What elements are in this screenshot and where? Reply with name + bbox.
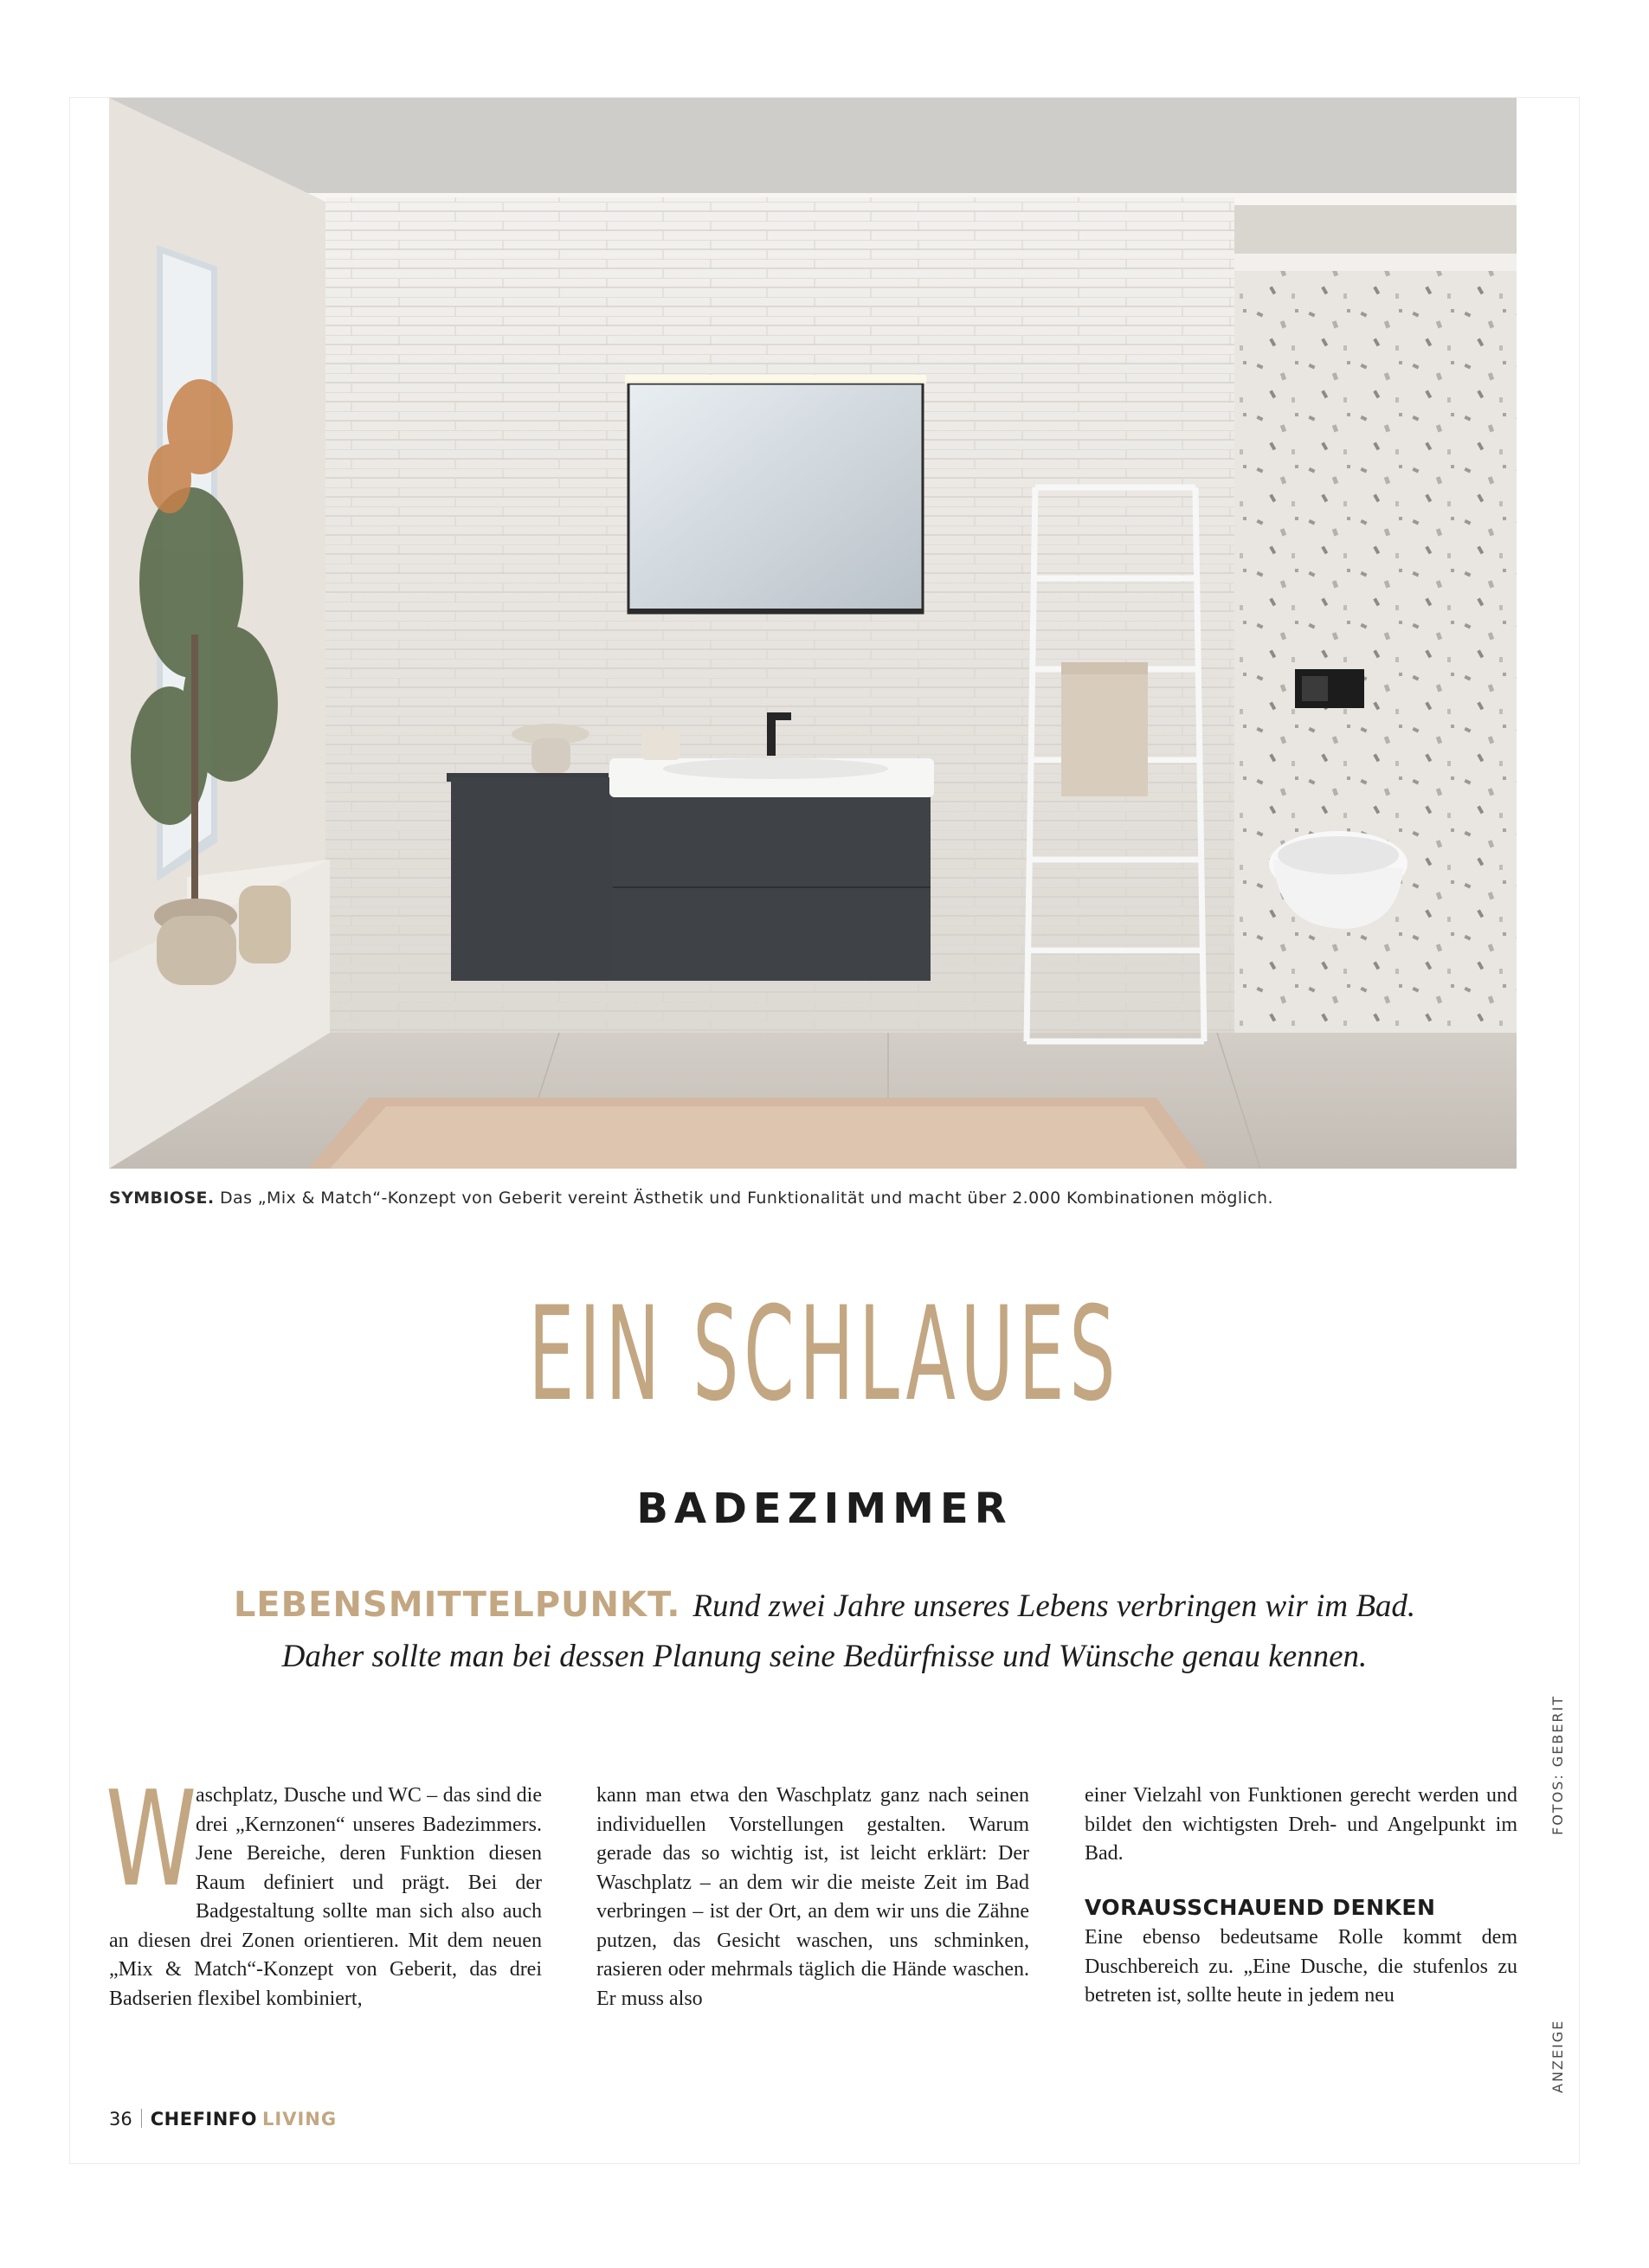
lead-line-2: Daher sollte man bei dessen Planung seine Bedürfnisse und Wünsche genau kennen. <box>281 1639 1368 1674</box>
page-footer <box>109 2109 337 2129</box>
page-number: 36 <box>109 2109 132 2129</box>
drop-cap: W <box>106 1762 197 1916</box>
body-text-2: kann man etwa den Waschplatz ganz nach seinen individuellen Vorstellungen gestalten. Warum gerade das so wichtig ist, ist leicht erklärt: Der Waschplatz – an dem wir die meiste Zeit im Bad verbringen – ist der Ort, an dem wir uns die Zähne putzen, das Gesicht waschen, uns schminken, rasieren oder mehrmals täglich die Hände waschen. Er muss also <box>596 1784 1029 2010</box>
footer-section: LIVING <box>262 2109 338 2129</box>
photo-caption <box>109 1189 1517 1208</box>
body-text-3-intro: einer Vielzahl von Funktionen gerecht werden und bildet den wichtigsten Dreh- und Angelpunkt im Bad. <box>1085 1784 1517 1865</box>
body-column-2 <box>596 1782 1029 2013</box>
lead-paragraph <box>173 1580 1476 1682</box>
lead-kicker: LEBENSMITTELPUNKT. <box>233 1585 681 1625</box>
lead-line-1: Rund zwei Jahre unseres Lebens verbringen wir im Bad. <box>692 1588 1416 1624</box>
bathroom-illustration <box>109 98 1517 1169</box>
body-text-1: aschplatz, Dusche und WC – das sind die drei „Kernzonen“ unseres Badezimmers. Jene Bereiche, deren Funktion diesen Raum definiert und prägt. Bei der Badgestaltung sollte man sich also auch an diesen drei Zonen orientieren. Mit dem neuen „Mix & Match“-Konzept von Geberit, das drei Badserien flexibel kombiniert, <box>109 1784 542 2010</box>
body-column-3 <box>1085 1782 1517 2011</box>
headline-subtitle: BADEZIMMER <box>636 1485 1013 1533</box>
footer-divider <box>141 2109 142 2128</box>
ad-label: ANZEIGE <box>1549 2019 1566 2093</box>
hero-photo <box>109 98 1517 1169</box>
body-column-1 <box>106 1762 542 2013</box>
caption-lead: SYMBIOSE. <box>109 1189 215 1208</box>
body-text-3: Eine ebenso bedeutsame Rolle kommt dem Duschbereich zu. „Eine Dusche, die stufenlos zu betreten ist, sollte heute in jedem neu <box>1085 1926 1517 2007</box>
headline-title: EIN SCHLAUES <box>528 1279 1121 1430</box>
footer-brand: CHEFINFO <box>150 2109 257 2129</box>
section-heading: VORAUSSCHAUEND DENKEN <box>1085 1894 1436 1920</box>
caption-text: Das „Mix & Match“-Konzept von Geberit vereint Ästhetik und Funktionalität und macht über 2.000 Kombinationen möglich. <box>220 1189 1273 1208</box>
photo-credit: FOTOS: GEBERIT <box>1549 1695 1566 1835</box>
